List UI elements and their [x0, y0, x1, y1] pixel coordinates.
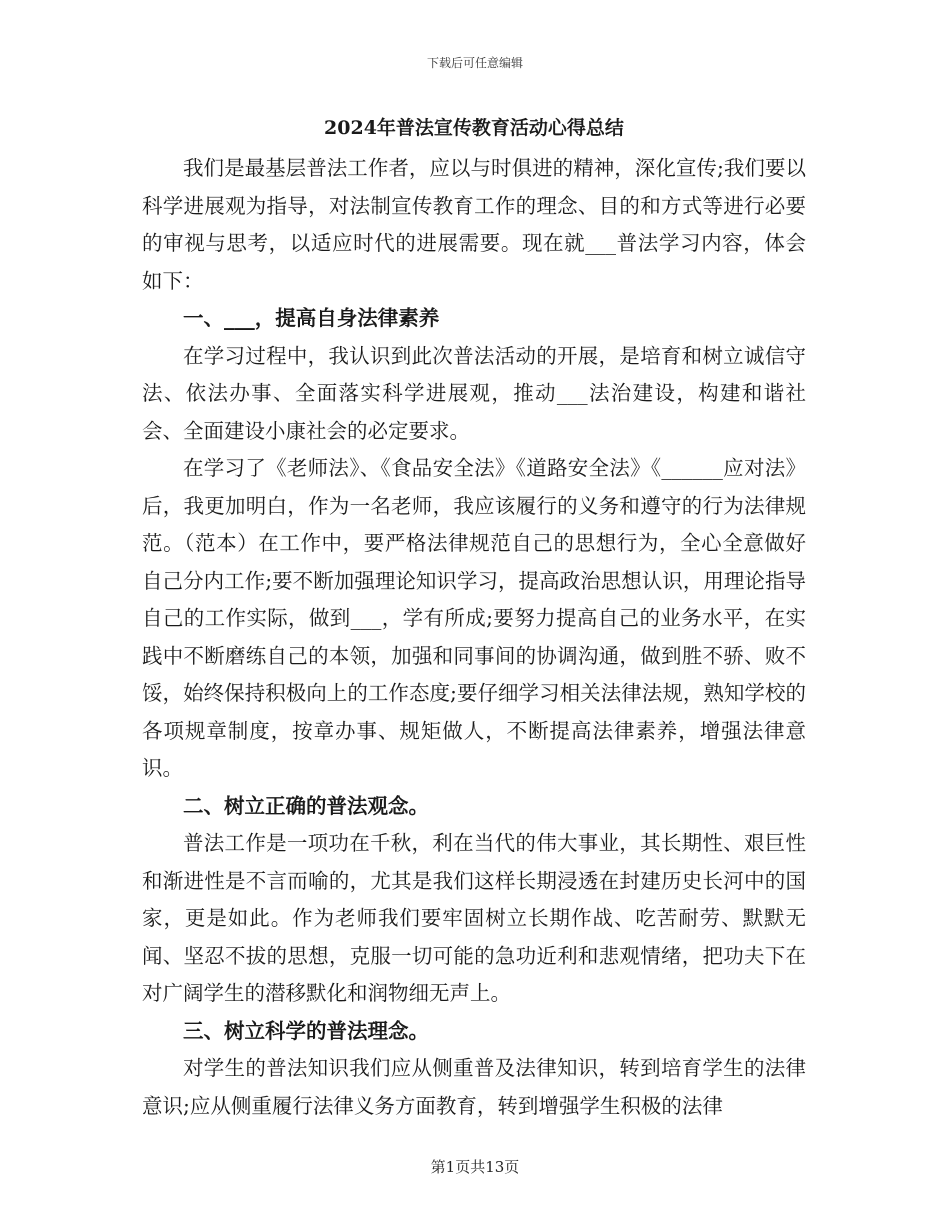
- header-note: 下载后可任意编辑: [426, 56, 523, 70]
- section-2-paragraph-1: 普法工作是一项功在千秋，利在当代的伟大事业，其长期性、艰巨性和渐进性是不言而喻的，尤其是我们这样长期浸透在封建历史长河中的国家，更是如此。作为老师我们要牢固树立长期作战、吃苦耐劳、默默无闻、坚忍不拔的思想，克服一切可能的急功近利和悲观情绪，把功夫下在对广阔学生的潜移默化和润物细无声上。: [142, 831, 806, 1005]
- section-1-paragraph-1: 在学习过程中，我认识到此次普法活动的开展，是培育和树立诚信守法、依法办事、全面落实科学进展观，推动___法治建设，构建和谐社会、全面建设小康社会的必定要求。: [142, 343, 806, 443]
- page-number: 第1页共13页: [430, 1158, 520, 1176]
- document-title: 2024年普法宣传教育活动心得总结: [324, 117, 624, 139]
- section-3-paragraph-1: 对学生的普法知识我们应从侧重普及法律知识，转到培育学生的法律意识;应从侧重履行法律义务方面教育，转到增强学生积极的法律: [142, 1056, 806, 1118]
- section-1-heading: 一、___，提高自身法律素养: [183, 306, 440, 330]
- section-3-heading: 三、树立科学的普法理念。: [183, 1018, 429, 1043]
- document-body: [142, 112, 806, 1125]
- section-1-paragraph-2: 在学习了《老师法》、《食品安全法》《道路安全法》《______应对法》后，我更加明白，作为一名老师，我应该履行的义务和遵守的行为法律规范。（范本）在工作中，要严格法律规范自己的思想行为，全心全意做好自己分内工作;要不断加强理论知识学习，提高政治思想认识，用理论指导自己的工作实际，做到___，学有所成;要努力提高自己的业务水平，在实践中不断磨练自己的本领，加强和同事间的协调沟通，做到胜不骄、败不馁，始终保持积极向上的工作态度;要仔细学习相关法律法规，熟知学校的各项规章制度，按章办事、规矩做人，不断提高法律素养，增强法律意识。: [142, 456, 806, 780]
- section-2-heading: 二、树立正确的普法观念。: [183, 793, 429, 818]
- intro-paragraph: 我们是最基层普法工作者，应以与时俱进的精神，深化宣传;我们要以科学进展观为指导，对法制宣传教育工作的理念、目的和方式等进行必要的审视与思考，以适应时代的进展需要。现在就___普法学习内容，体会如下：: [142, 156, 806, 293]
